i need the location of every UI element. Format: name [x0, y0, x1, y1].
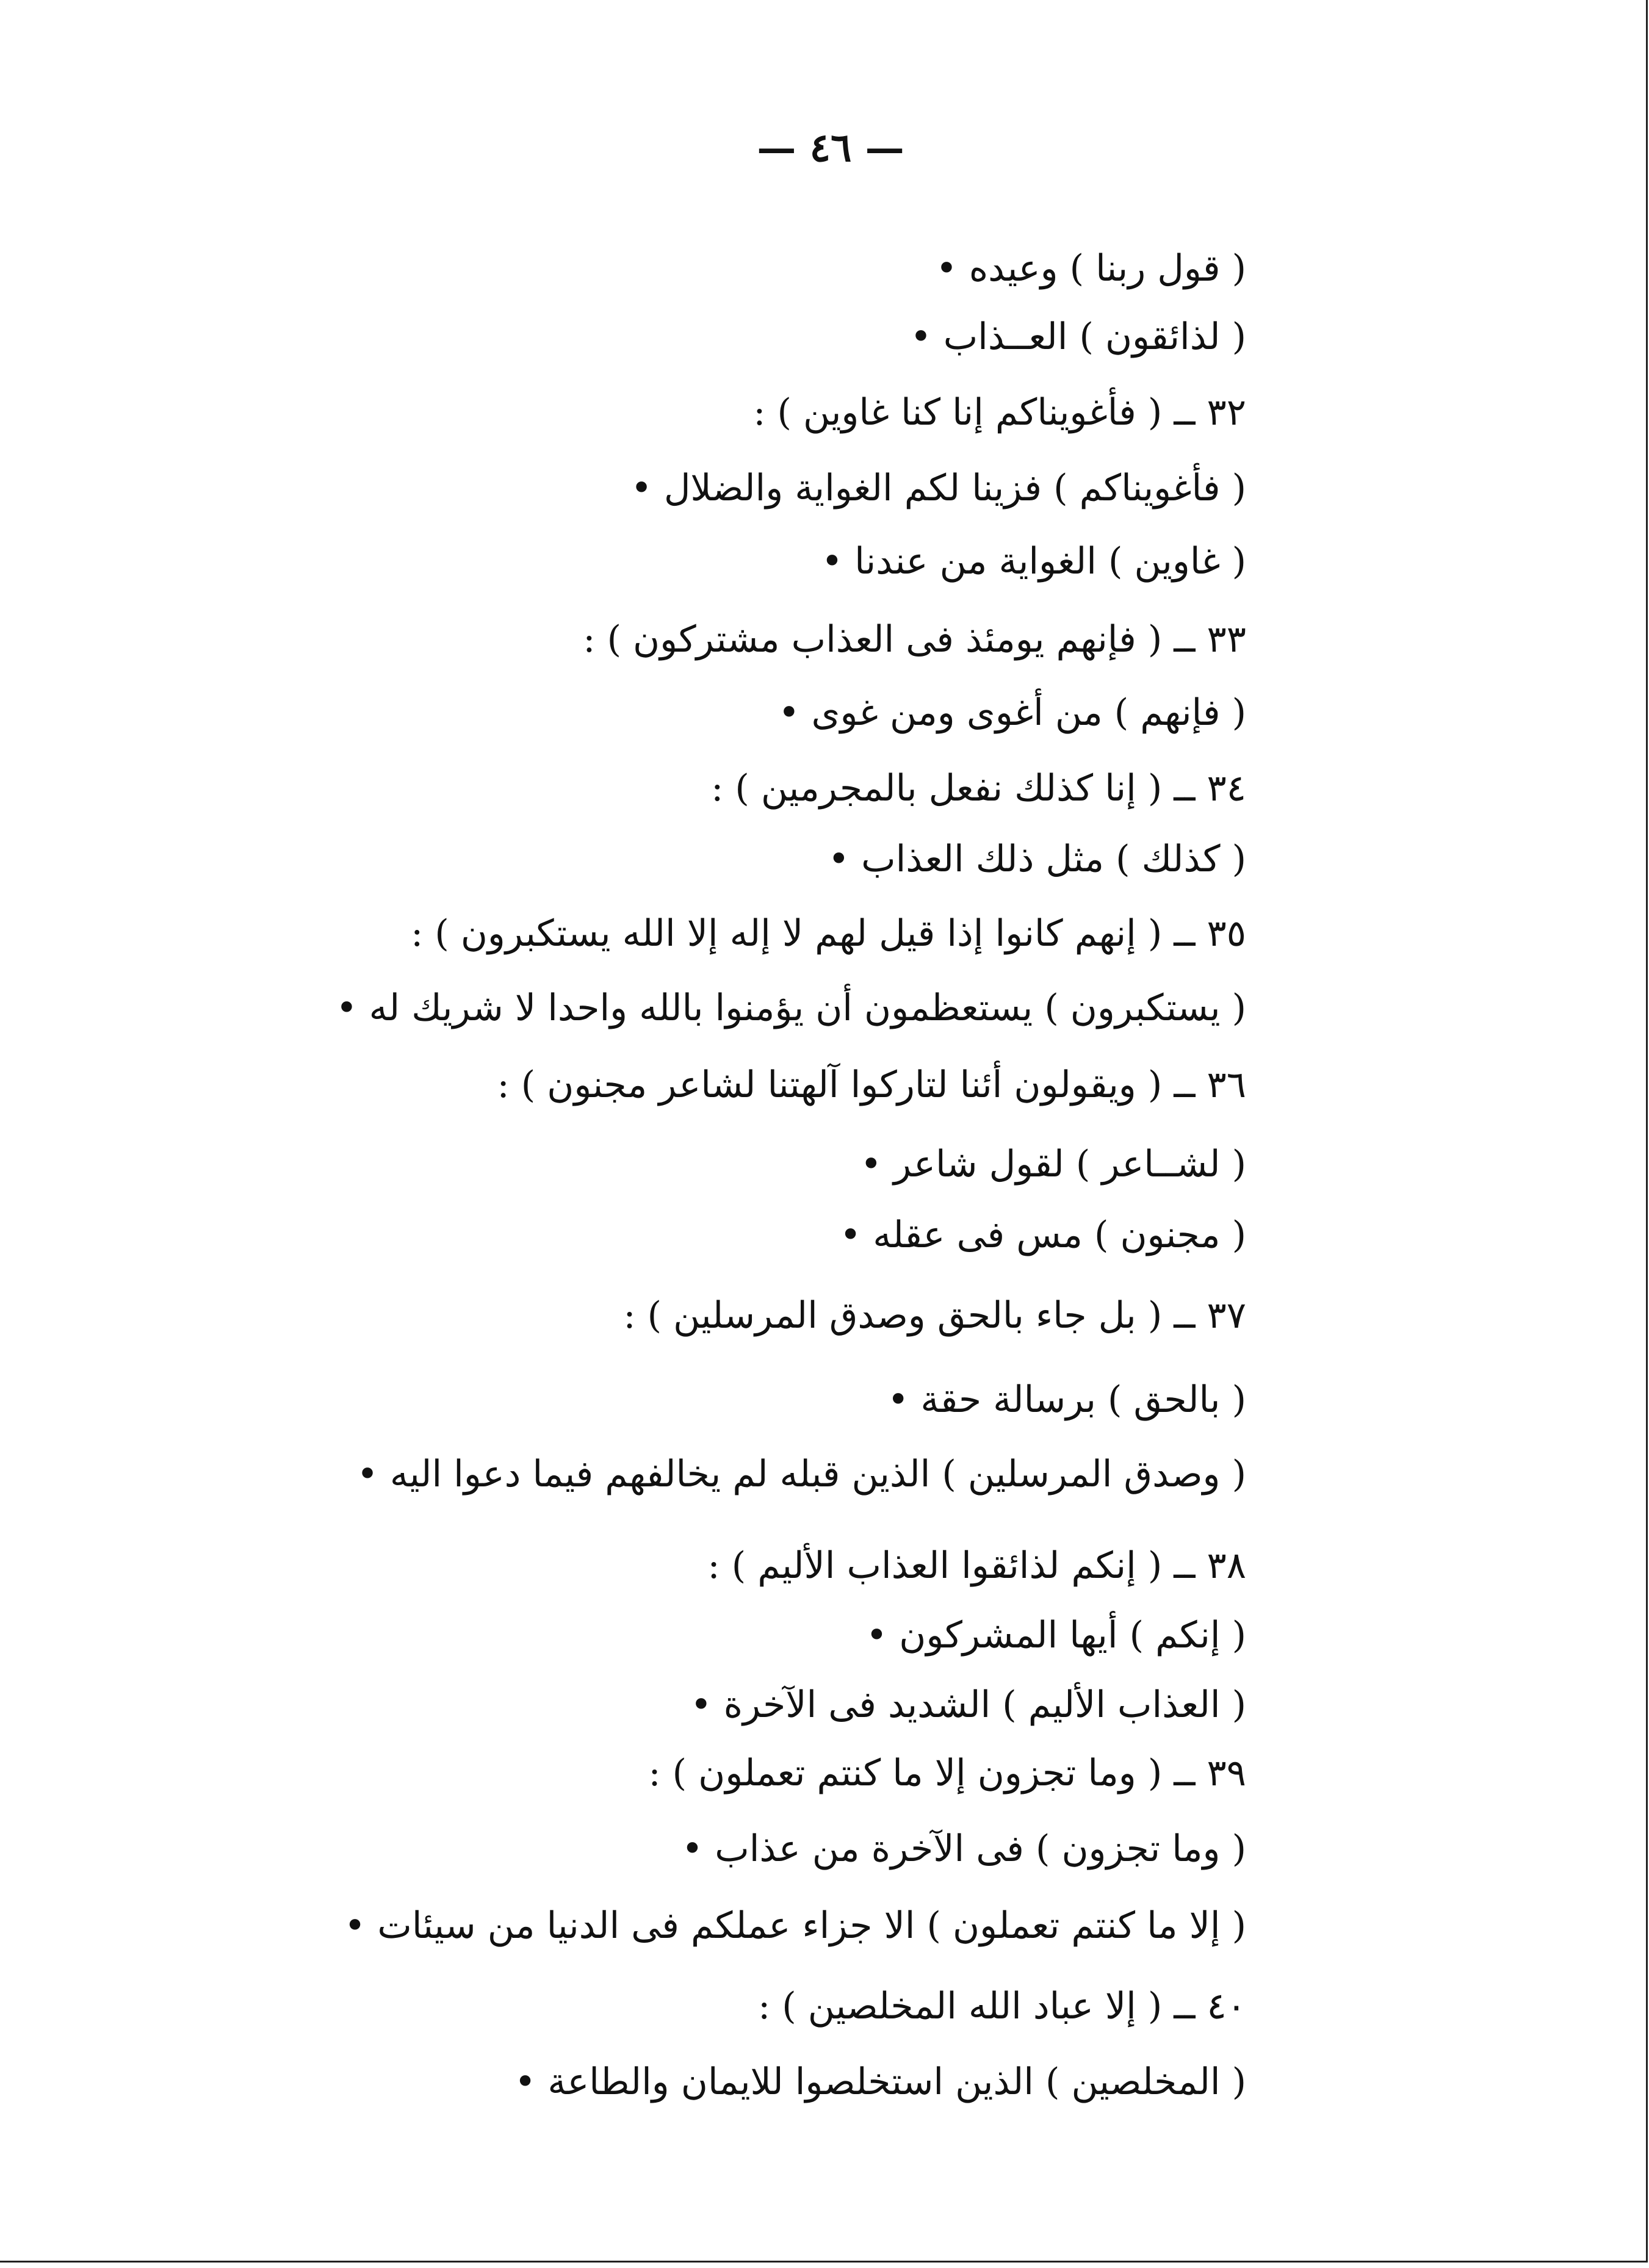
text-line: ( العذاب الأليم ) الشديد فى الآخرة •: [690, 1683, 1246, 1726]
text-line: ( يستكبرون ) يستعظمون أن يؤمنوا بالله واحدا لا شريك له •: [336, 987, 1246, 1029]
verse-line: ٣٧ ــ ( بل جاء بالحق وصدق المرسلين ) :: [623, 1294, 1246, 1337]
verse-line: ٣٣ ــ ( فإنهم يومئذ فى العذاب مشتركون ) :: [583, 618, 1246, 661]
text-line: ( مجنون ) مس فى عقله •: [839, 1214, 1246, 1256]
text-line: ( كذلك ) مثل ذلك العذاب •: [828, 838, 1246, 880]
text-line: ( فأغويناكم ) فزينا لكم الغواية والضلال •: [630, 467, 1246, 509]
verse-line: ٣٩ ــ ( وما تجزون إلا ما كنتم تعملون ) :: [648, 1752, 1246, 1795]
verse-line: ٣٨ ــ ( إنكم لذائقوا العذاب الأليم ) :: [707, 1544, 1246, 1587]
text-line: ( لشــاعر ) لقول شاعر •: [860, 1143, 1246, 1186]
verse-line: ٣٢ ــ ( فأغويناكم إنا كنا غاوين ) :: [753, 391, 1246, 434]
text-line: ( فإنهم ) من أغوى ومن غوى •: [778, 691, 1246, 734]
verse-line: ٣٥ ــ ( إنهم كانوا إذا قيل لهم لا إله إلا الله يستكبرون ) :: [411, 912, 1246, 955]
text-line: ( إلا ما كنتم تعملون ) الا جزاء عملكم فى الدنيا من سيئات •: [344, 1904, 1246, 1947]
text-line: ( غاوين ) الغواية من عندنا •: [821, 540, 1246, 583]
text-line: ( وما تجزون ) فى الآخرة من عذاب •: [681, 1827, 1246, 1870]
page-number: — ٤٦ —: [757, 125, 904, 171]
text-line: ( إنكم ) أيها المشركون •: [865, 1614, 1246, 1657]
text-line: ( المخلصين ) الذين استخلصوا للايمان والطاعة •: [514, 2061, 1246, 2103]
text-line: ( قول ربنا ) وعيده •: [936, 247, 1246, 290]
text-line: ( بالحق ) برسالة حقة •: [887, 1378, 1246, 1421]
verse-line: ٣٦ ــ ( ويقولون أئنا لتاركوا آلهتنا لشاعر مجنون ) :: [497, 1064, 1246, 1106]
verse-line: ٤٠ ــ ( إلا عباد الله المخلصين ) :: [757, 1985, 1246, 2028]
text-line: ( لذائقون ) العــذاب •: [910, 315, 1246, 358]
text-line: ( وصدق المرسلين ) الذين قبله لم يخالفهم فيما دعوا اليه •: [356, 1453, 1246, 1496]
verse-line: ٣٤ ــ ( إنا كذلك نفعل بالمجرمين ) :: [711, 767, 1246, 810]
